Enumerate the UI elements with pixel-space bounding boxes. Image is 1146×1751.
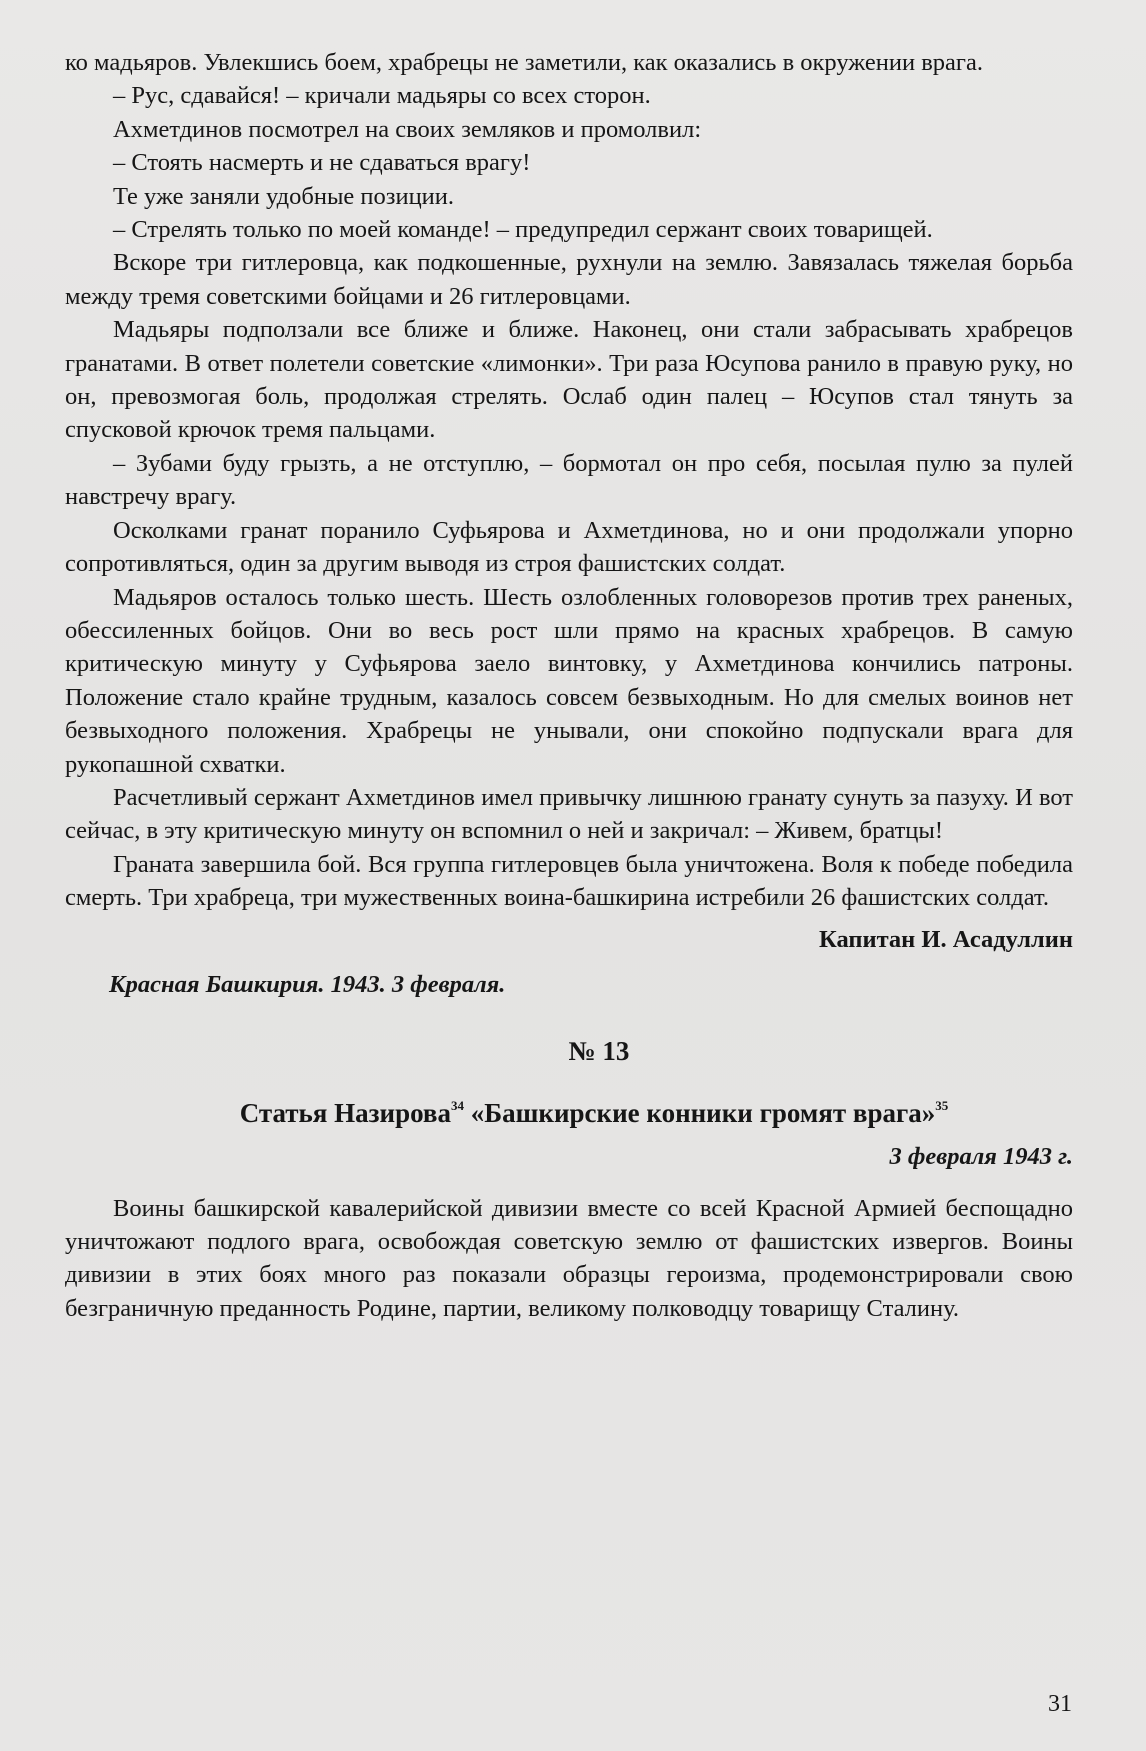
footnote-ref-34: 34 [451, 1097, 465, 1113]
paragraph: Граната завершила бой. Вся группа гитлеровцев была уничтожена. Воля к победе победила смерть. Три храбреца, три мужественных воина-башкирина истребили 26 фашистских солдат. [65, 850, 1073, 912]
paragraph: Вскоре три гитлеровца, как подкошенные, рухнули на землю. Завязалась тяжелая борьба между тремя советскими бойцами и 26 гитлеровцами. [65, 249, 1073, 310]
author-signature: Капитан И. Асадуллин [819, 925, 1073, 953]
title-part-1: Статья Назирова [239, 1097, 452, 1128]
paragraph: Те уже заняли удобные позиции. [113, 182, 455, 210]
source-citation: Красная Башкирия. 1943. 3 февраля. [109, 970, 506, 998]
paragraph: Мадьяров осталось только шесть. Шесть озлобленных головорезов против трех раненых, обессиленных бойцов. Они во весь рост шли прямо на красных храбрецов. В самую критическую минуту у Суфьярова заело винтовку, у Ахметдинова кончились патроны. Положение стало крайне трудным, казалось совсем безвыходным. Но для смелых воинов нет безвыходного положения. Храбрецы не унывали, они спокойно подпускали врага для рукопашной схватки. [65, 583, 1073, 778]
paragraph: ко мадьяров. Увлекшись боем, храбрецы не заметили, как оказались в окружении врага. [65, 49, 983, 76]
paragraph: – Стоять насмерть и не сдаваться врагу! [113, 149, 531, 177]
document-date: 3 февраля 1943 г. [889, 1143, 1073, 1171]
title-part-2: «Башкирские конники громят врага» [464, 1097, 936, 1128]
paragraph: Ахметдинов посмотрел на своих земляков и промолвил: [113, 115, 702, 143]
paragraph: Воины башкирской кавалерийской дивизии вместе со всей Красной Армией беспощадно уничтожают подлого врага, освобождая советскую землю от фашистских извергов. Воины дивизии в этих боях много раз показали образцы героизма, продемонстрировали свою безграничную преданность Родине, партии, великому полководцу товарищу Сталину. [65, 1194, 1073, 1322]
paragraph: – Рус, сдавайся! – кричали мадьяры со всех сторон. [113, 82, 651, 110]
paragraph: Осколками гранат поранило Суфьярова и Ахметдинова, но и они продолжали упорно сопротивляться, один за другим выводя из строя фашистских солдат. [65, 516, 1073, 578]
text-block [65, 46, 1073, 1325]
paragraph: – Зубами буду грызть, а не отступлю, – бормотал он про себя, посылая пулю за пулей навстречу врагу. [65, 449, 1073, 511]
footnote-ref-35: 35 [935, 1097, 949, 1113]
document-number: № 13 [568, 1036, 630, 1067]
page-number: 31 [1048, 1691, 1072, 1717]
paragraph: Расчетливый сержант Ахметдинов имел привычку лишнюю гранату сунуть за пазуху. И вот сейчас, в эту критическую минуту он вспомнил о ней и закричал: – Живем, братцы! [65, 783, 1073, 845]
document-title [65, 1097, 1073, 1130]
paragraph: – Стрелять только по моей команде! – предупредил сержант своих товарищей. [113, 216, 933, 244]
paragraph: Мадьяры подползали все ближе и ближе. Наконец, они стали забрасывать храбрецов гранатами. В ответ полетели советские «лимонки». Три раза Юсупова ранило в правую руку, но он, превозмогая боль, продолжая стрелять. Ослаб один палец – Юсупов стал тянуть за спусковой крючок тремя пальцами. [65, 316, 1073, 444]
